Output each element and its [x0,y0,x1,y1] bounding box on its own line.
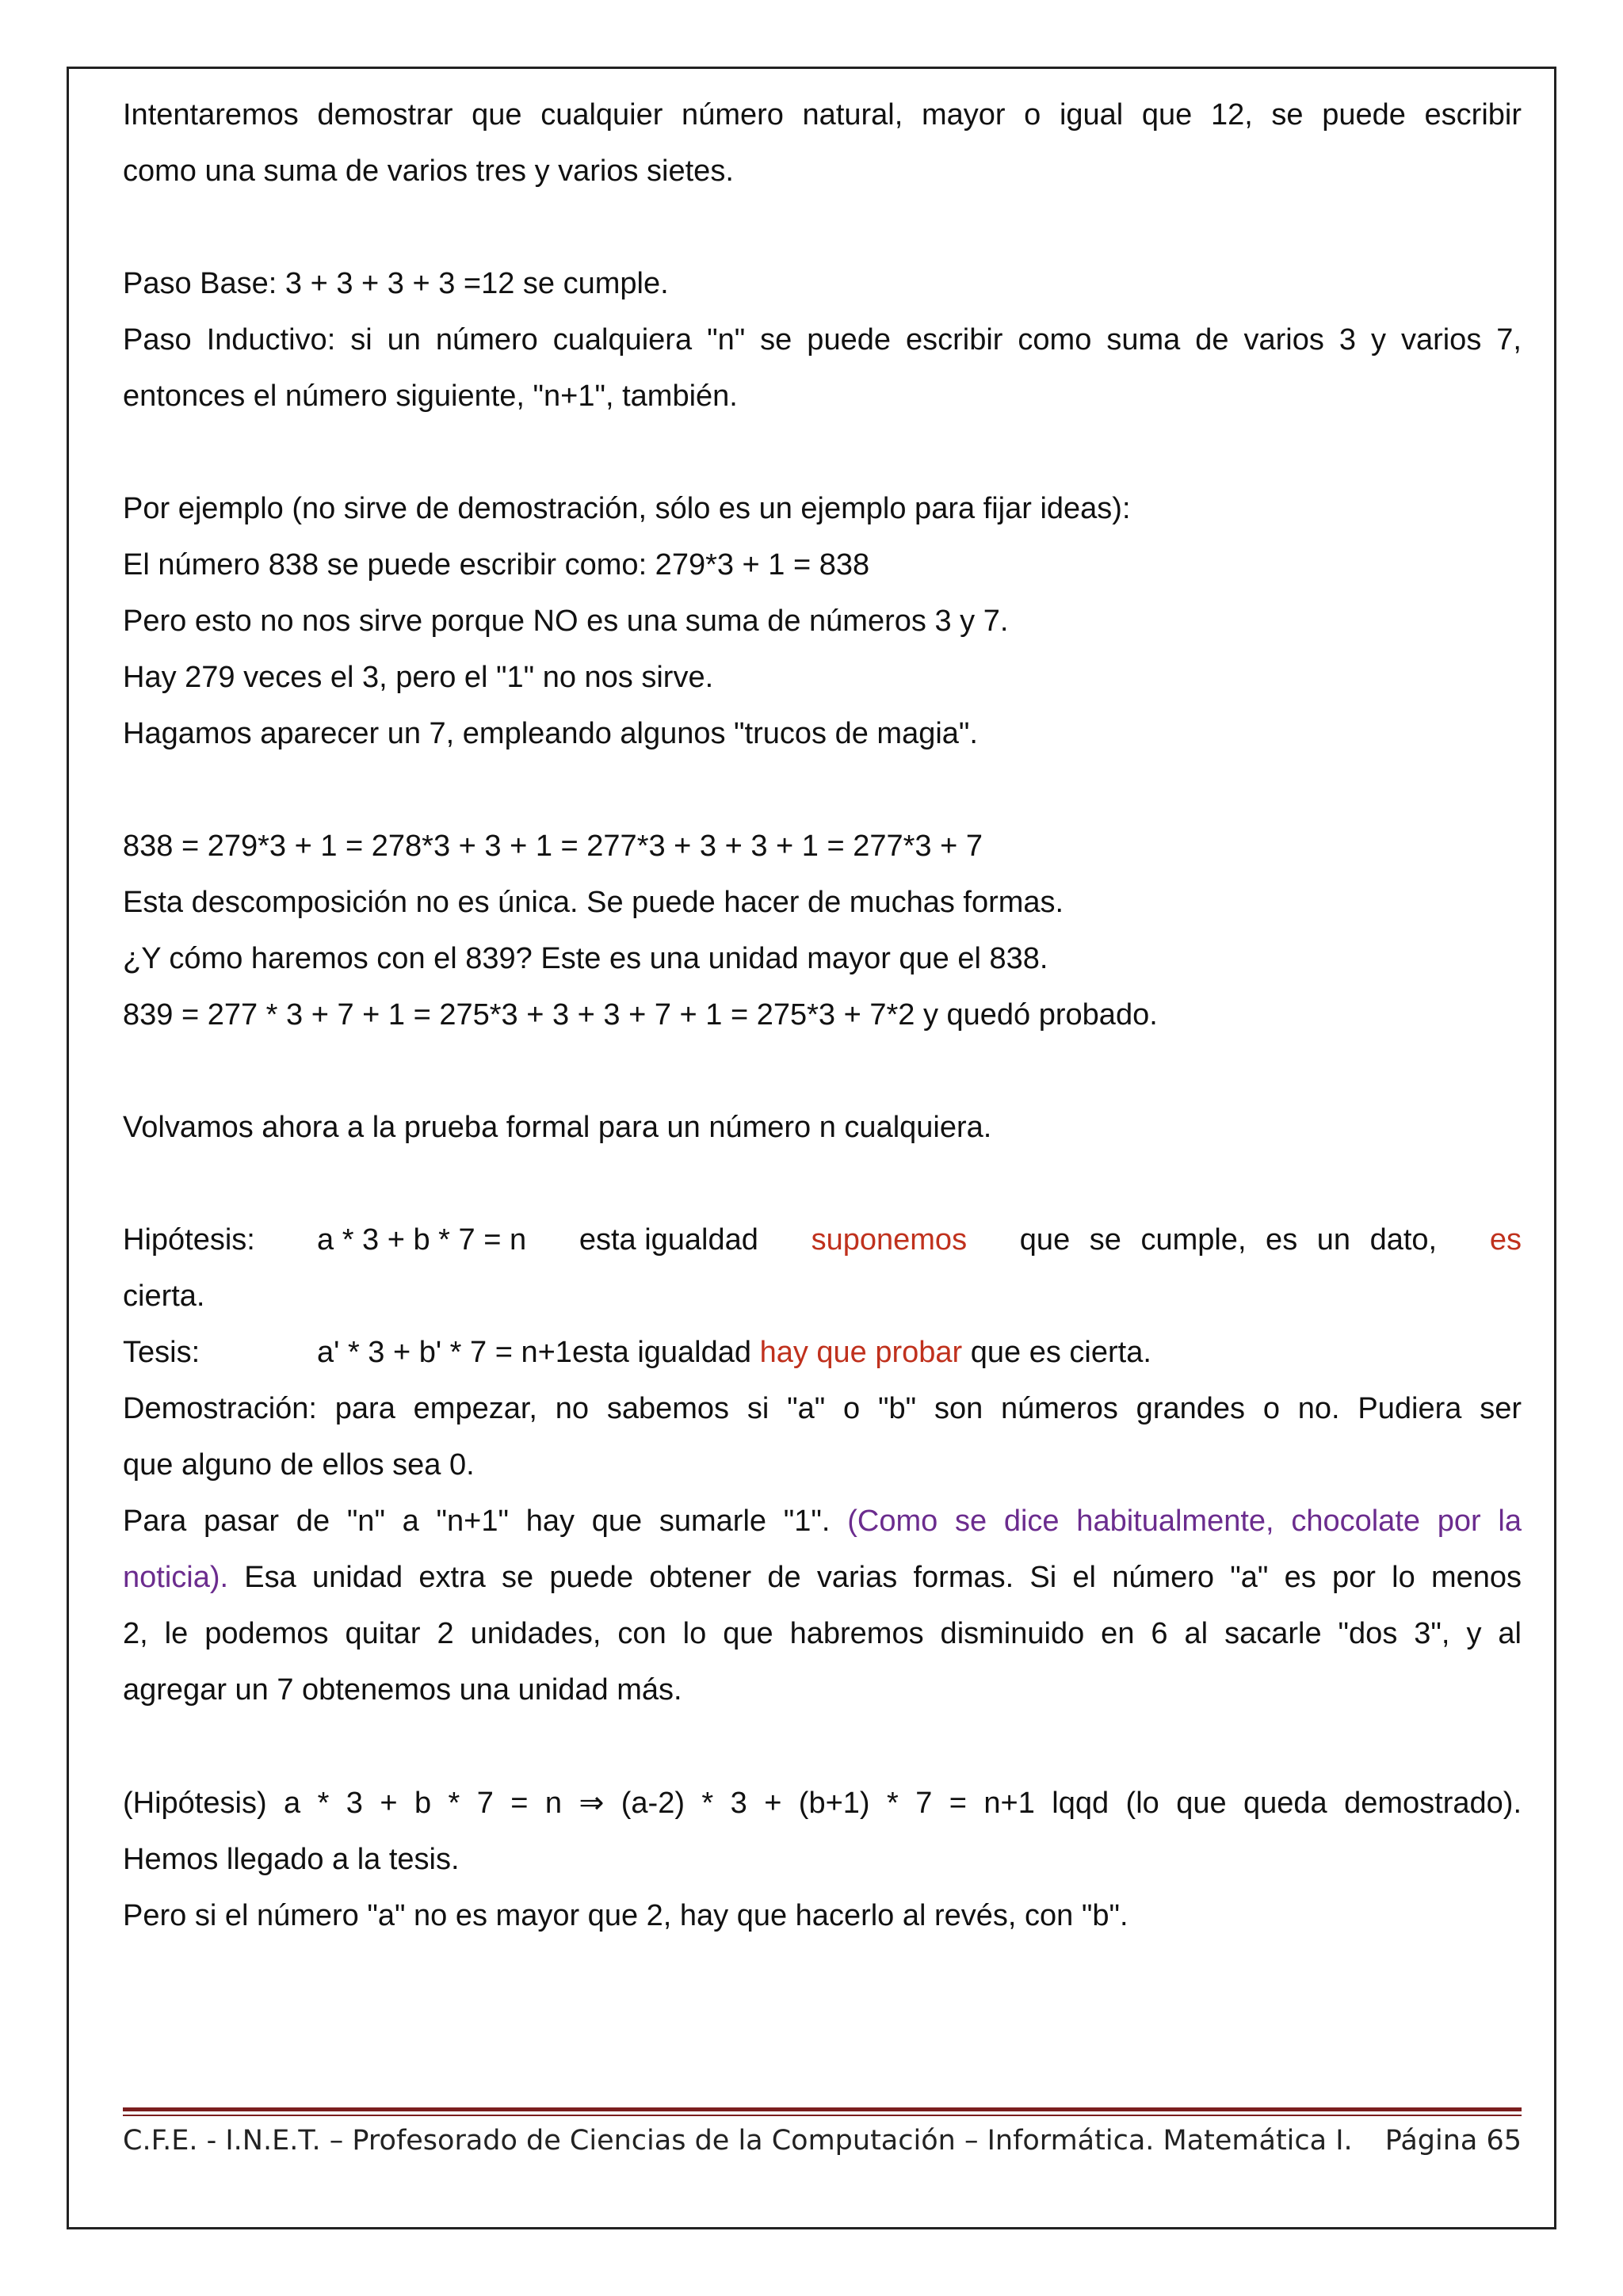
calc-line-1: 838 = 279*3 + 1 = 278*3 + 3 + 1 = 277*3 + 3 + 3 + 1 = 277*3 + 7 [123,830,983,863]
hypothesis-highlight-es: es [1489,1223,1522,1257]
add-seven-line: agregar un 7 obtenemos una unidad más. [123,1673,682,1707]
pasar-line [123,1493,1522,1550]
inductive-step-line-1: Paso Inductivo: si un número cualquiera "n" se puede escribir como suma de varios 3 y varios 7, [123,323,1522,357]
thesis-text-a: esta igualdad [571,1336,752,1369]
calc-line-4: 839 = 277 * 3 + 7 + 1 = 275*3 + 3 + 3 + 7 + 1 = 275*3 + 7*2 y quedó probado. [123,998,1158,1032]
footer-rule [123,2107,1522,2111]
example-line-1: Por ejemplo (no sirve de demostración, sólo es un ejemplo para fijar ideas): [123,492,1131,525]
spacer [123,1043,1522,1100]
example-line-3: Pero esto no nos sirve porque NO es una suma de números 3 y 7. [123,605,1009,638]
thesis-formula: a' * 3 + b' * 7 = n+1 [317,1336,572,1369]
spacer [123,200,1522,256]
pasar-text: Para pasar de "n" a "n+1" hay que sumarle "1". [123,1505,831,1538]
demonstration-line-2: que alguno de ellos sea 0. [123,1448,475,1482]
thesis-highlight: hay que probar [759,1336,963,1369]
implication-left: (Hipótesis) a * 3 + b * 7 = n [123,1787,563,1820]
hypothesis-end: cierta. [123,1280,205,1313]
footer-rule-thin [123,2115,1522,2116]
calc-line-2: Esta descomposición no es única. Se puede hacer de muchas formas. [123,886,1064,919]
spacer [123,1156,1522,1212]
spacer [123,425,1522,481]
page-number: Página 65 [1384,2125,1522,2157]
reverse-case: Pero si el número "a" no es mayor que 2, hay que hacerlo al revés, con "b". [123,1899,1128,1932]
spacer [123,762,1522,818]
noticia-line [123,1550,1522,1606]
example-line-5: Hagamos aparecer un 7, empleando algunos "trucos de magia". [123,717,978,750]
hypothesis-label: Hipótesis: [123,1223,255,1257]
demonstration-line-1: Demostración: para empezar, no sabemos si "a" o "b" son números grandes o no. Pudiera ser [123,1392,1522,1425]
example-line-2: El número 838 se puede escribir como: 279*3 + 1 = 838 [123,548,870,582]
noticia-remark: noticia). [123,1561,229,1594]
page-footer [123,2125,1522,2157]
hypothesis-text-b: que se cumple, es un dato, [1019,1223,1438,1257]
intro-line-1: Intentaremos demostrar que cualquier número natural, mayor o igual que 12, se puede escribir [123,98,1522,132]
implication-line [123,1775,1522,1832]
hypothesis-text-a: esta igualdad [579,1223,758,1257]
implies-arrow-icon: ⇒ [579,1785,605,1820]
thesis-text-b: que es cierta. [970,1336,1151,1369]
noticia-text: Esa unidad extra se puede obtener de varias formas. Si el número "a" es por lo menos [244,1561,1522,1594]
example-line-4: Hay 279 veces el 3, pero el "1" no nos sirve. [123,661,714,694]
thesis-label: Tesis: [123,1336,200,1369]
hypothesis-highlight-suponemos: suponemos [811,1223,968,1257]
thesis-reached: Hemos llegado a la tesis. [123,1843,460,1876]
inductive-step-line-2: entonces el número siguiente, "n+1", también. [123,379,738,413]
footer-course: C.F.E. - I.N.E.T. – Profesorado de Ciencias de la Computación – Informática. Matemática I. [123,2125,1353,2157]
hypothesis-line [123,1212,1522,1268]
hypothesis-formula: a * 3 + b * 7 = n [317,1223,527,1257]
spacer [123,1718,1522,1775]
thesis-line [123,1325,1522,1381]
intro-line-2: como una suma de varios tres y varios sietes. [123,154,734,188]
chocolate-remark: (Como se dice habitualmente, chocolate por la [847,1505,1522,1538]
implication-right: (a-2) * 3 + (b+1) * 7 = n+1 lqqd (lo que queda demostrado). [621,1787,1522,1820]
document-body [123,87,1522,1944]
formal-proof-intro: Volvamos ahora a la prueba formal para un número n cualquiera. [123,1111,992,1144]
base-step: Paso Base: 3 + 3 + 3 + 3 =12 se cumple. [123,267,669,300]
calc-line-3: ¿Y cómo haremos con el 839? Este es una unidad mayor que el 838. [123,942,1048,975]
hypothesis-left [123,1212,526,1268]
subtract-line: 2, le podemos quitar 2 unidades, con lo que habremos disminuido en 6 al sacarle "dos 3", y al [123,1617,1522,1650]
